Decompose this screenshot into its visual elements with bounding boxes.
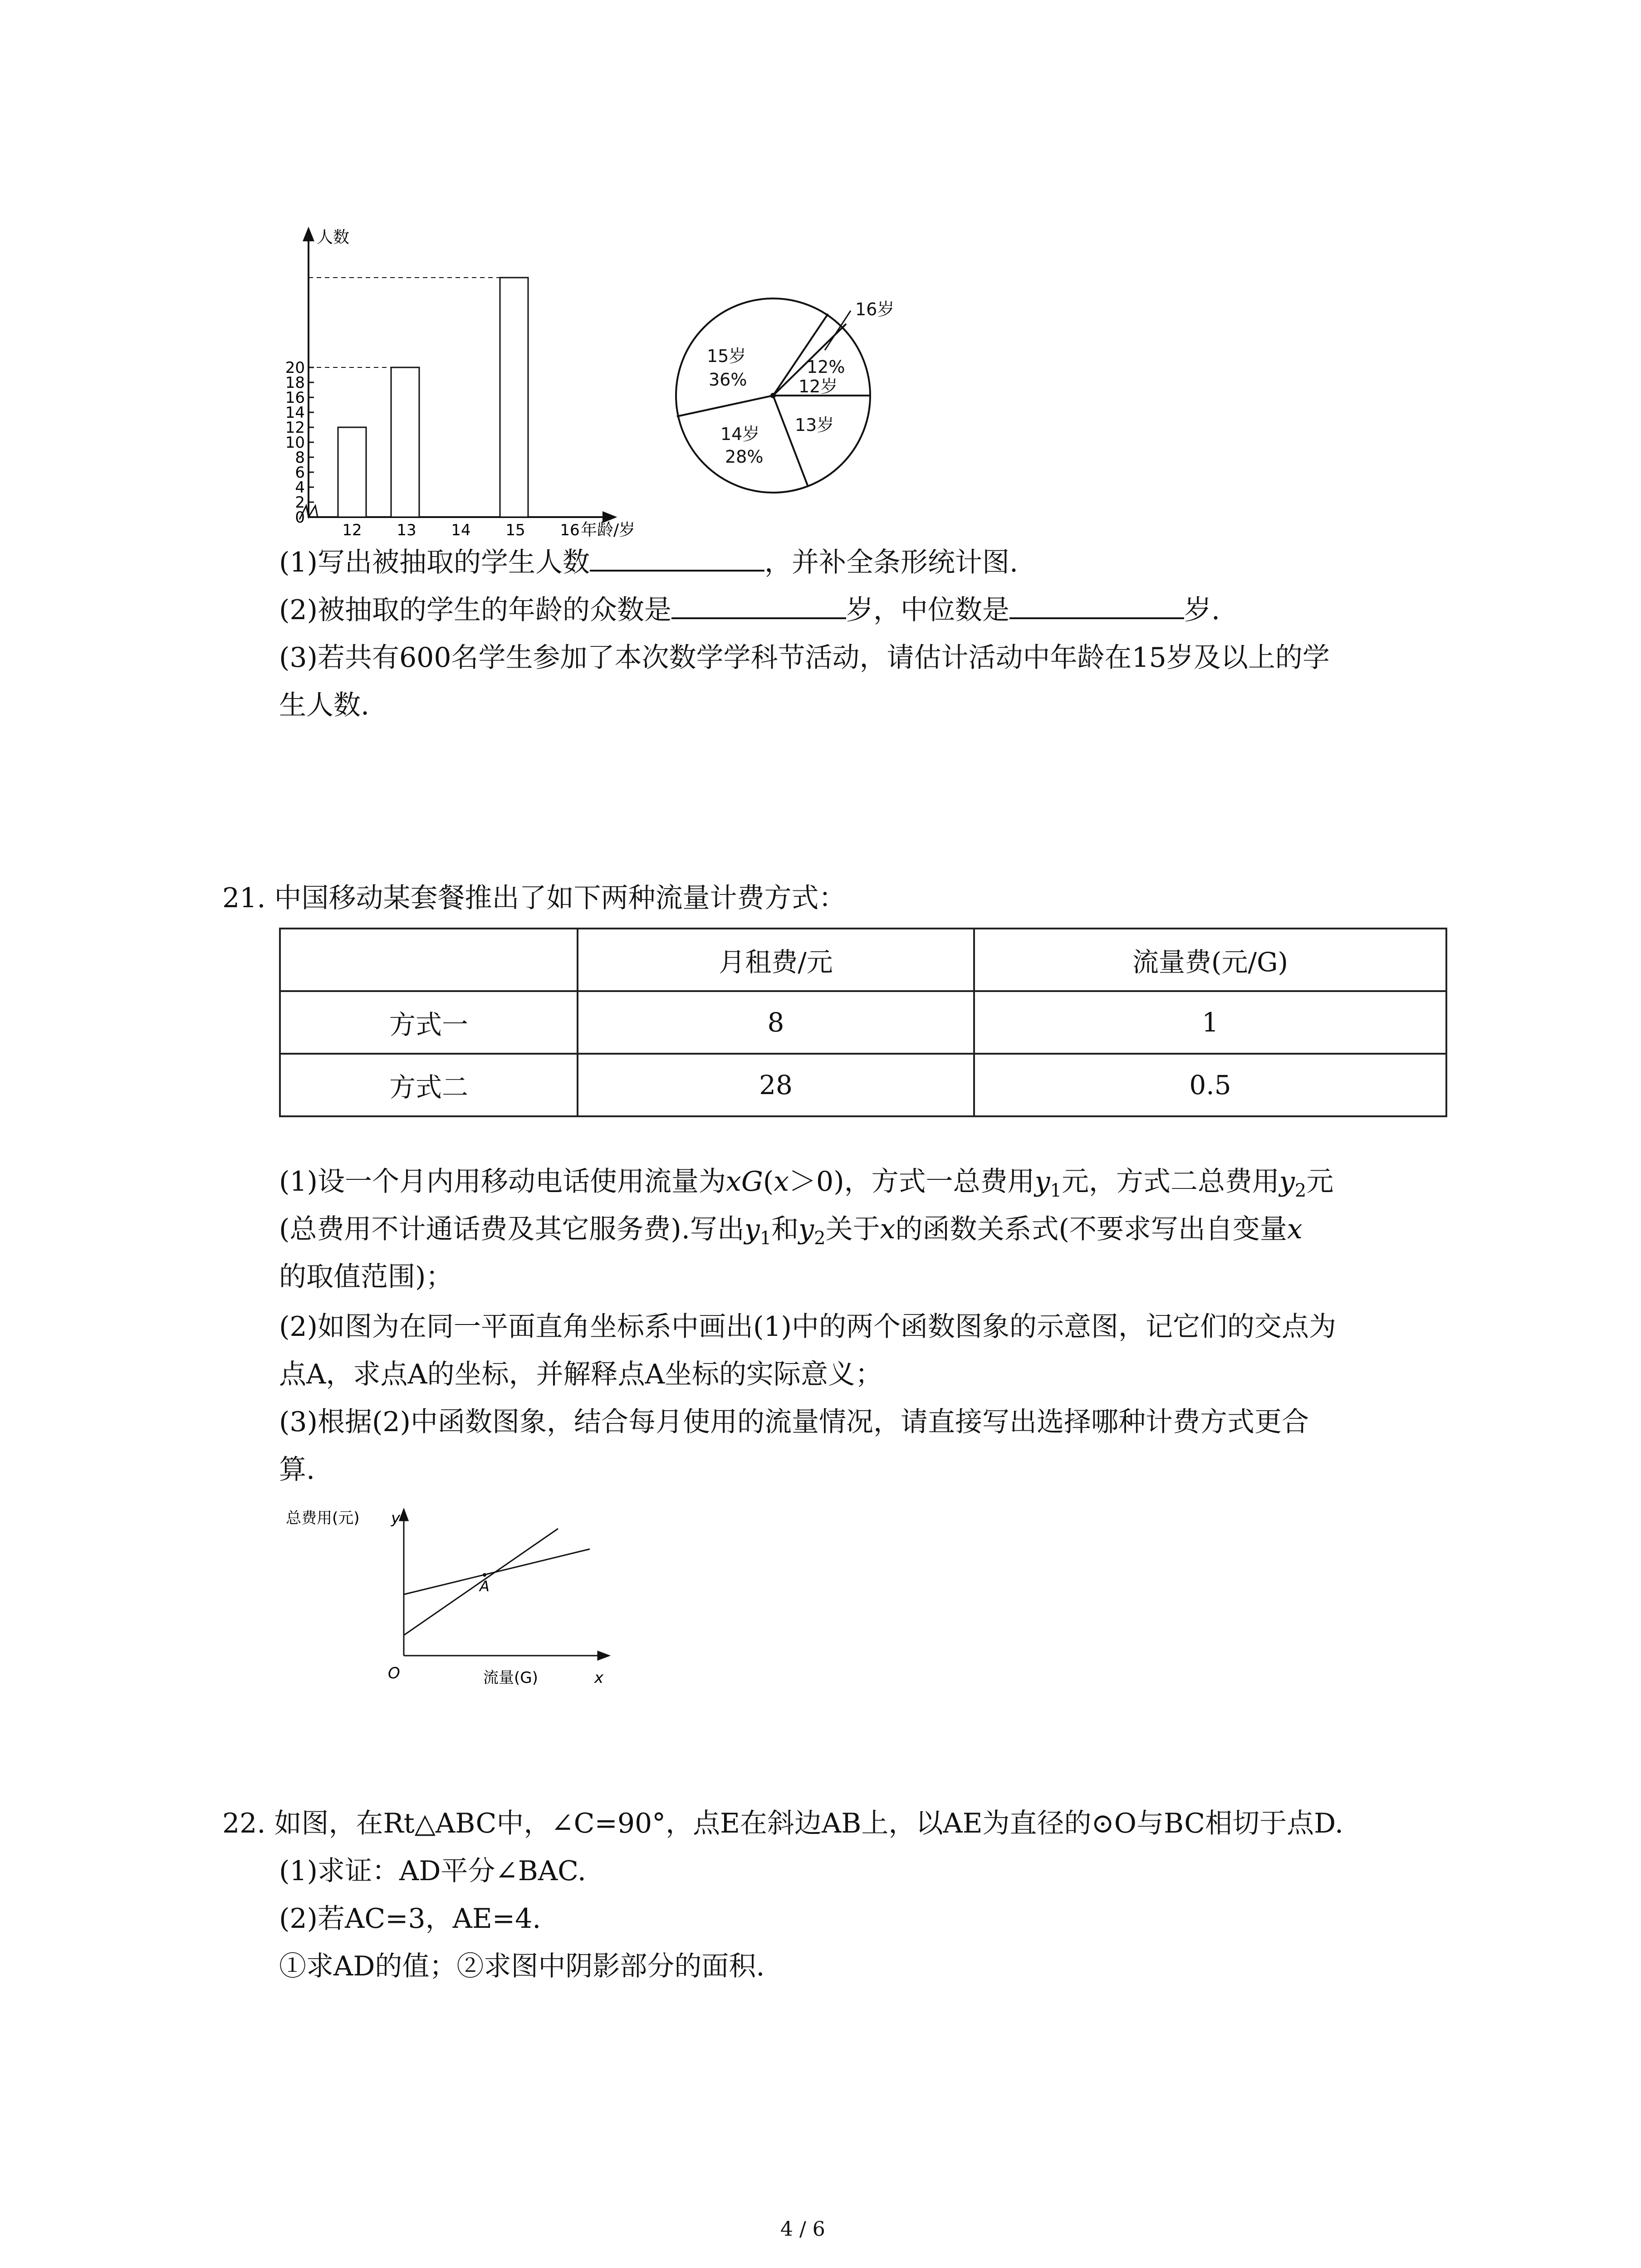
answer-blank-mode[interactable] bbox=[671, 591, 846, 619]
y-tick-label: 6 bbox=[295, 464, 305, 482]
x-tick-label: 13 bbox=[397, 521, 416, 539]
q22-line1: 22. 如图，在Rt△ABC中，∠C=90°，点E在斜边AB上，以AE为直径的⊙O与BC相切于点D. bbox=[222, 1808, 1344, 1839]
x-tick-label: 16 bbox=[560, 521, 580, 539]
x-tick-label: 12 bbox=[342, 521, 362, 539]
q21-part3-line1: (3)根据(2)中函数图象，结合每月使用的流量情况，请直接写出选择哪种计费方式更合 bbox=[279, 1406, 1309, 1438]
q20-part3-line1: (3)若共有600名学生参加了本次数学学科节活动，请估计活动中年龄在15岁及以上的学 bbox=[279, 642, 1330, 674]
table-row bbox=[280, 1054, 1446, 1116]
y-axis-arrow bbox=[304, 229, 313, 240]
x-axis-arrow bbox=[603, 513, 615, 522]
q21-fee-table bbox=[279, 928, 1447, 1117]
bar-age-15 bbox=[500, 278, 528, 517]
q21-part3-line2: 算. bbox=[279, 1454, 315, 1486]
pie-center bbox=[770, 393, 776, 398]
graph-point-label: A bbox=[480, 1578, 490, 1595]
q21-intro: 21. 中国移动某套餐推出了如下两种流量计费方式： bbox=[222, 882, 846, 914]
table-cell: 8 bbox=[578, 991, 974, 1054]
bar-x-title: 年龄/岁 bbox=[581, 521, 636, 539]
y-tick-label: 8 bbox=[295, 449, 305, 467]
table-cell: 1 bbox=[974, 991, 1446, 1054]
table-header-cell: 月租费/元 bbox=[578, 929, 974, 991]
y-tick-label: 4 bbox=[295, 479, 305, 497]
bar-chart bbox=[281, 222, 671, 540]
bar-y-title: 人数 bbox=[317, 228, 350, 247]
y-tick-label: 0 bbox=[295, 508, 305, 527]
pie-label-12: 12岁 bbox=[798, 376, 838, 396]
table-cell: 0.5 bbox=[974, 1054, 1446, 1116]
pie-pct-14: 28% bbox=[725, 447, 764, 467]
q22-line3: (2)若AC=3，AE=4. bbox=[279, 1903, 541, 1935]
y-tick-label: 14 bbox=[285, 404, 305, 422]
table-cell: 方式二 bbox=[280, 1054, 578, 1116]
q22-line2: (1)求证：AD平分∠BAC. bbox=[279, 1855, 586, 1887]
graph-y-var: y bbox=[391, 1509, 401, 1527]
y-tick-label: 10 bbox=[285, 434, 305, 452]
graph-x-var: x bbox=[594, 1669, 604, 1687]
pie-label-16: 16岁 bbox=[855, 299, 895, 319]
q21-function-graph bbox=[277, 1501, 622, 1696]
q21-part2-line2: 点A，求点A的坐标，并解释点A坐标的实际意义； bbox=[279, 1359, 882, 1390]
q22-line4: ①求AD的值；②求图中阴影部分的面积. bbox=[279, 1950, 765, 1982]
y-tick-label: 20 bbox=[285, 359, 305, 377]
table-header-cell bbox=[280, 929, 578, 991]
q21-part2-line1: (2)如图为在同一平面直角坐标系中画出(1)中的两个函数图象的示意图，记它们的交点为 bbox=[279, 1311, 1336, 1343]
answer-blank-count[interactable] bbox=[590, 543, 764, 572]
x-tick-label: 15 bbox=[505, 521, 525, 539]
graph-y-label: 总费用(元) bbox=[286, 1509, 360, 1527]
q20-part1: (1)写出被抽取的学生人数 ，并补全条形统计图. bbox=[279, 542, 1018, 583]
table-header-row bbox=[280, 929, 1446, 991]
line-plan-two bbox=[404, 1549, 590, 1594]
intersection-point-a bbox=[483, 1573, 486, 1577]
pie-chart bbox=[671, 295, 926, 513]
y-tick-label: 18 bbox=[285, 374, 305, 392]
table-header-cell: 流量费(元/G) bbox=[974, 929, 1446, 991]
pie-pct-12: 12% bbox=[807, 357, 845, 377]
y-tick-label: 12 bbox=[285, 419, 305, 437]
y-tick-label: 16 bbox=[285, 389, 305, 407]
answer-blank-median[interactable] bbox=[1009, 591, 1184, 619]
q21-part1-line1: (1)设一个月内用移动电话使用流量为xG(x＞0)，方式一总费用$y_1$元，方式二总费用$y_2$元 bbox=[279, 1166, 1334, 1201]
graph-x-label: 流量(G) bbox=[483, 1669, 538, 1687]
x-tick-label: 14 bbox=[451, 521, 471, 539]
y-tick-label: 2 bbox=[295, 494, 305, 512]
pie-label-15: 15岁 bbox=[707, 346, 746, 366]
pie-label-13: 13岁 bbox=[795, 415, 834, 435]
graph-x-arrow bbox=[598, 1652, 609, 1660]
q20-part3-line2: 生人数. bbox=[279, 689, 370, 721]
table-cell: 方式一 bbox=[280, 991, 578, 1054]
pie-pct-15: 36% bbox=[709, 370, 747, 390]
graph-origin: O bbox=[388, 1664, 400, 1682]
page-number: 4 / 6 bbox=[780, 2218, 825, 2241]
q20-part2: (2)被抽取的学生的年龄的众数是 岁，中位数是 岁. bbox=[279, 590, 1220, 631]
table-cell: 28 bbox=[578, 1054, 974, 1116]
graph-y-arrow bbox=[400, 1510, 408, 1520]
q21-part1-line2: (总费用不计通话费及其它服务费).写出$y_1$和$y_2$关于x的函数关系式(不要求写出自变量x bbox=[279, 1213, 1303, 1249]
q21-part1-line3: 的取值范围)； bbox=[279, 1261, 453, 1293]
table-row bbox=[280, 991, 1446, 1054]
pie-label-14: 14岁 bbox=[720, 424, 760, 444]
bar-age-13 bbox=[391, 367, 419, 517]
bar-age-12 bbox=[338, 427, 366, 517]
